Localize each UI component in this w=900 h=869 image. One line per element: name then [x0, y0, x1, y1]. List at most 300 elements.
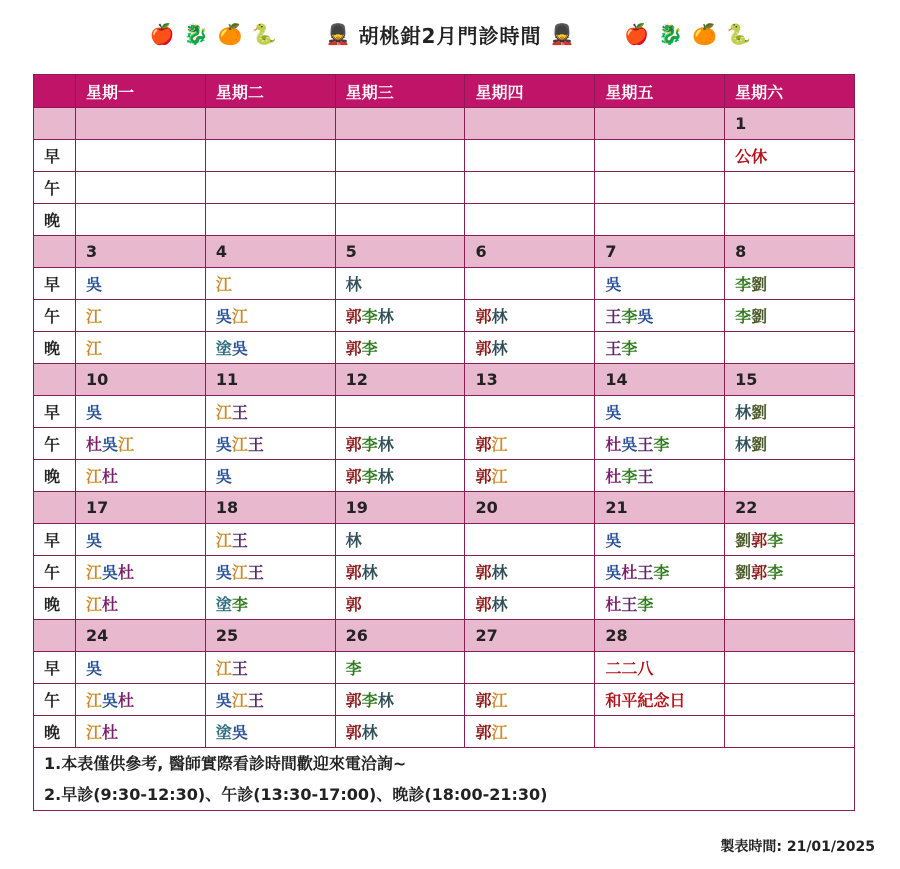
- slot-cell: [465, 460, 595, 492]
- slot-cell: [465, 684, 595, 716]
- period-row: [34, 716, 855, 748]
- period-label: 早: [34, 140, 76, 172]
- date-cell: 17: [76, 492, 206, 524]
- doctor-name: 杜: [102, 595, 119, 614]
- date-cell: 6: [465, 236, 595, 268]
- period-label: 早: [34, 652, 76, 684]
- doctor-list: [735, 403, 767, 422]
- period-label: 晚: [34, 460, 76, 492]
- slot-cell: [205, 652, 335, 684]
- doctor-name: 江: [231, 435, 248, 454]
- doctor-name: 林: [491, 339, 508, 358]
- slot-cell: [205, 172, 335, 204]
- slot-cell: [205, 524, 335, 556]
- doctor-name: 王: [605, 339, 622, 358]
- slot-cell: [205, 140, 335, 172]
- doctor-name: 林: [377, 307, 394, 326]
- slot-cell: [335, 652, 465, 684]
- doctor-list: [605, 339, 637, 358]
- header-day: 星期四: [465, 75, 595, 108]
- slot-cell: [595, 300, 725, 332]
- date-row: [34, 492, 855, 524]
- doctor-name: 吳: [605, 275, 622, 294]
- doctor-name: 郭: [751, 531, 768, 550]
- doctor-list: [346, 659, 362, 678]
- doctor-name: 吳: [86, 531, 103, 550]
- header-day: 星期三: [335, 75, 465, 108]
- slot-cell: [725, 172, 855, 204]
- slot-cell: [335, 396, 465, 428]
- doctor-list: [216, 339, 248, 358]
- date-cell: [335, 108, 465, 140]
- doctor-list: [216, 307, 248, 326]
- doctor-list: [605, 467, 653, 486]
- doctor-list: [86, 531, 102, 550]
- doctor-name: 吳: [215, 563, 232, 582]
- doctor-name: 林: [735, 435, 752, 454]
- doctor-name: 塗: [215, 339, 232, 358]
- slot-cell: [725, 588, 855, 620]
- doctor-list: [346, 691, 394, 710]
- doctor-name: 江: [231, 307, 248, 326]
- doctor-name: 李: [361, 467, 378, 486]
- doctor-name: 劉: [751, 403, 768, 422]
- doctor-name: 王: [637, 563, 654, 582]
- slot-cell: [465, 268, 595, 300]
- doctor-name: 王: [247, 691, 264, 710]
- title: [326, 20, 575, 49]
- slot-cell: [335, 268, 465, 300]
- slot-cell: [465, 396, 595, 428]
- doctor-list: [86, 691, 134, 710]
- header-day: 星期六: [725, 75, 855, 108]
- doctor-name: 塗: [215, 723, 232, 742]
- doctor-name: 江: [491, 435, 508, 454]
- doctor-name: 李: [735, 275, 752, 294]
- doctor-name: 吳: [605, 531, 622, 550]
- dragon-icon: 🐉: [658, 22, 684, 46]
- doctor-name: 林: [345, 275, 362, 294]
- slot-cell: [465, 716, 595, 748]
- doctor-name: 劉: [751, 307, 768, 326]
- slot-cell: [335, 460, 465, 492]
- slot-cell: [335, 140, 465, 172]
- page-title: 胡桃鉗2月門診時間: [358, 23, 542, 48]
- doctor-list: [735, 275, 767, 294]
- doctor-list: [86, 435, 134, 454]
- doctor-name: 杜: [605, 595, 622, 614]
- doctor-list: [86, 563, 134, 582]
- doctor-name: 李: [621, 467, 638, 486]
- period-row: [34, 684, 855, 716]
- doctor-name: 郭: [345, 307, 362, 326]
- date-cell: 14: [595, 364, 725, 396]
- slot-cell: [76, 524, 206, 556]
- doctor-name: 郭: [345, 723, 362, 742]
- doctor-name: 吳: [215, 435, 232, 454]
- doctor-list: [86, 403, 102, 422]
- apple-icon: 🍎: [624, 22, 650, 46]
- doctor-name: 李: [231, 595, 248, 614]
- slot-cell: [205, 204, 335, 236]
- slot-cell: [76, 684, 206, 716]
- doctor-name: 郭: [345, 595, 362, 614]
- schedule-body: [34, 108, 855, 748]
- date-row: [34, 364, 855, 396]
- date-cell: 4: [205, 236, 335, 268]
- doctor-list: [216, 595, 248, 614]
- doctor-list: [216, 275, 232, 294]
- doctor-list: [346, 275, 362, 294]
- note-line: 2.早診(9:30-12:30)、午診(13:30-17:00)、晚診(18:00-21:30): [44, 785, 548, 804]
- slot-cell: [465, 428, 595, 460]
- slot-cell: [335, 684, 465, 716]
- guard-icon: 💂: [325, 22, 351, 46]
- date-cell: 8: [725, 236, 855, 268]
- date-row: [34, 108, 855, 140]
- slot-cell: [595, 172, 725, 204]
- slot-cell: [205, 460, 335, 492]
- doctor-name: 林: [377, 691, 394, 710]
- slot-cell: [595, 460, 725, 492]
- doctor-name: 李: [653, 435, 670, 454]
- slot-cell: [335, 428, 465, 460]
- slot-cell: [76, 332, 206, 364]
- slot-cell: [725, 140, 855, 172]
- slot-cell: [205, 556, 335, 588]
- slot-cell: [725, 204, 855, 236]
- slot-cell: [465, 172, 595, 204]
- date-row: [34, 620, 855, 652]
- period-label: 晚: [34, 716, 76, 748]
- doctor-list: [86, 595, 118, 614]
- slot-cell: [465, 204, 595, 236]
- slot-cell: [725, 684, 855, 716]
- doctor-name: 江: [215, 275, 232, 294]
- slot-cell: [595, 588, 725, 620]
- doctor-list: [216, 659, 248, 678]
- doctor-name: 吳: [86, 659, 103, 678]
- slot-cell: [465, 140, 595, 172]
- doctor-name: 郭: [475, 435, 492, 454]
- doctor-list: [475, 595, 507, 614]
- slot-cell: [205, 332, 335, 364]
- slot-cell: [725, 396, 855, 428]
- doctor-list: [605, 435, 669, 454]
- orange-icon: 🍊: [692, 22, 718, 46]
- slot-cell: [76, 588, 206, 620]
- slot-cell: [205, 684, 335, 716]
- doctor-list: [216, 467, 232, 486]
- doctor-list: [346, 563, 378, 582]
- doctor-name: 江: [491, 467, 508, 486]
- period-label: 午: [34, 684, 76, 716]
- holiday-label: 二二八: [605, 659, 654, 678]
- doctor-name: 吳: [621, 435, 638, 454]
- slot-cell: [205, 588, 335, 620]
- doctor-name: 吳: [102, 691, 119, 710]
- doctor-name: 吳: [215, 467, 232, 486]
- period-row: [34, 140, 855, 172]
- doctor-name: 林: [735, 403, 752, 422]
- period-row: [34, 588, 855, 620]
- period-row: [34, 524, 855, 556]
- doctor-name: 郭: [345, 691, 362, 710]
- date-cell: [76, 108, 206, 140]
- doctor-name: 王: [621, 595, 638, 614]
- doctor-list: [346, 723, 378, 742]
- period-label: 晚: [34, 332, 76, 364]
- doctor-list: [346, 339, 378, 358]
- slot-cell: [465, 652, 595, 684]
- doctor-name: 郭: [475, 563, 492, 582]
- doctor-list: [735, 307, 767, 326]
- doctor-list: [216, 691, 264, 710]
- slot-cell: [725, 460, 855, 492]
- orange-icon: 🍊: [217, 22, 243, 46]
- doctor-name: 王: [605, 307, 622, 326]
- doctor-name: 王: [231, 403, 248, 422]
- doctor-list: [475, 467, 507, 486]
- period-row: [34, 172, 855, 204]
- doctor-list: [216, 435, 264, 454]
- period-row: [34, 268, 855, 300]
- doctor-list: [735, 435, 767, 454]
- doctor-list: [735, 531, 783, 550]
- date-cell: 25: [205, 620, 335, 652]
- slot-cell: [725, 300, 855, 332]
- slot-cell: [335, 300, 465, 332]
- doctor-name: 劉: [751, 275, 768, 294]
- doctor-name: 郭: [475, 339, 492, 358]
- doctor-name: 李: [621, 339, 638, 358]
- doctor-name: 杜: [605, 435, 622, 454]
- doctor-name: 林: [377, 435, 394, 454]
- slot-cell: [595, 556, 725, 588]
- date-cell: [595, 108, 725, 140]
- doctor-name: 劉: [735, 531, 752, 550]
- slot-cell: [595, 204, 725, 236]
- header-corner: [34, 75, 76, 108]
- doctor-name: 吳: [605, 403, 622, 422]
- doctor-name: 江: [86, 595, 103, 614]
- period-label: 午: [34, 428, 76, 460]
- date-row-corner: [34, 108, 76, 140]
- doctor-name: 林: [491, 595, 508, 614]
- slot-cell: [465, 332, 595, 364]
- doctor-name: 郭: [345, 563, 362, 582]
- slot-cell: [465, 556, 595, 588]
- date-cell: 13: [465, 364, 595, 396]
- slot-cell: [76, 300, 206, 332]
- doctor-list: [605, 307, 653, 326]
- doctor-name: 吳: [215, 691, 232, 710]
- doctor-name: 吳: [231, 723, 248, 742]
- doctor-name: 王: [637, 435, 654, 454]
- doctor-name: 江: [86, 563, 103, 582]
- slot-cell: [725, 652, 855, 684]
- date-row-corner: [34, 620, 76, 652]
- date-cell: 18: [205, 492, 335, 524]
- doctor-name: 李: [361, 691, 378, 710]
- doctor-name: 杜: [605, 467, 622, 486]
- date-cell: 11: [205, 364, 335, 396]
- doctor-name: 林: [361, 723, 378, 742]
- doctor-list: [216, 723, 248, 742]
- date-cell: [205, 108, 335, 140]
- doctor-name: 吳: [102, 563, 119, 582]
- doctor-list: [475, 339, 507, 358]
- doctor-name: 郭: [475, 467, 492, 486]
- period-label: 早: [34, 524, 76, 556]
- doctor-name: 李: [361, 307, 378, 326]
- period-label: 午: [34, 300, 76, 332]
- doctor-name: 劉: [751, 435, 768, 454]
- doctor-name: 郭: [475, 307, 492, 326]
- date-cell: 22: [725, 492, 855, 524]
- doctor-list: [475, 691, 507, 710]
- period-row: [34, 428, 855, 460]
- date-cell: [725, 620, 855, 652]
- slot-cell: [335, 556, 465, 588]
- date-cell: 27: [465, 620, 595, 652]
- doctor-list: [346, 531, 362, 550]
- slot-cell: [725, 428, 855, 460]
- doctor-name: 塗: [215, 595, 232, 614]
- doctor-list: [346, 307, 394, 326]
- period-label: 晚: [34, 588, 76, 620]
- slot-cell: [465, 300, 595, 332]
- doctor-list: [475, 435, 507, 454]
- slot-cell: [595, 268, 725, 300]
- period-label: 午: [34, 172, 76, 204]
- doctor-name: 杜: [621, 563, 638, 582]
- doctor-name: 林: [345, 531, 362, 550]
- doctor-name: 江: [491, 691, 508, 710]
- period-row: [34, 652, 855, 684]
- doctor-name: 吳: [231, 339, 248, 358]
- doctor-list: [216, 531, 248, 550]
- doctor-name: 江: [86, 691, 103, 710]
- doctor-name: 江: [118, 435, 135, 454]
- doctor-list: [605, 403, 621, 422]
- doctor-name: 杜: [86, 435, 103, 454]
- date-cell: 1: [725, 108, 855, 140]
- doctor-list: [605, 595, 653, 614]
- slot-cell: [595, 332, 725, 364]
- doctor-name: 杜: [102, 723, 119, 742]
- slot-cell: [595, 652, 725, 684]
- period-label: 午: [34, 556, 76, 588]
- slot-cell: [595, 684, 725, 716]
- slot-cell: [76, 204, 206, 236]
- slot-cell: [725, 524, 855, 556]
- doctor-name: 杜: [118, 691, 135, 710]
- apple-icon: 🍎: [149, 22, 175, 46]
- date-cell: 3: [76, 236, 206, 268]
- doctor-list: [86, 659, 102, 678]
- doctor-name: 吳: [102, 435, 119, 454]
- period-label: 早: [34, 396, 76, 428]
- header-day: 星期五: [595, 75, 725, 108]
- doctor-name: 江: [491, 723, 508, 742]
- doctor-name: 江: [215, 659, 232, 678]
- slot-cell: [335, 332, 465, 364]
- made-time: 製表時間: 21/01/2025: [720, 839, 875, 855]
- doctor-list: [475, 307, 507, 326]
- date-cell: 26: [335, 620, 465, 652]
- date-cell: 10: [76, 364, 206, 396]
- slot-cell: [335, 716, 465, 748]
- slot-cell: [725, 556, 855, 588]
- period-row: [34, 332, 855, 364]
- doctor-name: 李: [621, 307, 638, 326]
- doctor-name: 李: [767, 531, 784, 550]
- slot-cell: [335, 524, 465, 556]
- doctor-name: 劉: [735, 563, 752, 582]
- doctor-name: 江: [215, 403, 232, 422]
- slot-cell: [335, 204, 465, 236]
- doctor-name: 郭: [345, 467, 362, 486]
- slot-cell: [725, 332, 855, 364]
- doctor-name: 郭: [345, 339, 362, 358]
- slot-cell: [205, 268, 335, 300]
- slot-cell: [595, 428, 725, 460]
- slot-cell: [205, 300, 335, 332]
- doctor-name: 吳: [605, 563, 622, 582]
- slot-cell: [725, 716, 855, 748]
- doctor-name: 李: [361, 339, 378, 358]
- slot-cell: [725, 268, 855, 300]
- date-cell: 5: [335, 236, 465, 268]
- doctor-list: [605, 531, 621, 550]
- doctor-name: 王: [231, 531, 248, 550]
- doctor-name: 郭: [475, 723, 492, 742]
- title-bar: [0, 14, 900, 54]
- slot-cell: [205, 428, 335, 460]
- date-row-corner: [34, 236, 76, 268]
- doctor-name: 郭: [345, 435, 362, 454]
- doctor-name: 吳: [215, 307, 232, 326]
- date-cell: 7: [595, 236, 725, 268]
- doctor-list: [86, 467, 118, 486]
- doctor-name: 杜: [102, 467, 119, 486]
- doctor-name: 吳: [86, 275, 103, 294]
- slot-cell: [76, 556, 206, 588]
- slot-cell: [76, 716, 206, 748]
- notes-row: [34, 748, 855, 811]
- period-label: 晚: [34, 204, 76, 236]
- doctor-list: [605, 563, 669, 582]
- doctor-list: [86, 275, 102, 294]
- period-row: [34, 204, 855, 236]
- slot-cell: [76, 268, 206, 300]
- doctor-name: 王: [637, 467, 654, 486]
- doctor-name: 江: [86, 467, 103, 486]
- doctor-name: 王: [247, 435, 264, 454]
- doctor-name: 吳: [637, 307, 654, 326]
- doctor-name: 林: [491, 563, 508, 582]
- period-label: 早: [34, 268, 76, 300]
- doctor-name: 江: [86, 307, 103, 326]
- slot-cell: [76, 396, 206, 428]
- doctor-name: 李: [361, 435, 378, 454]
- period-row: [34, 300, 855, 332]
- notes-cell: [34, 748, 855, 811]
- slot-cell: [595, 140, 725, 172]
- doctor-name: 李: [767, 563, 784, 582]
- date-cell: 28: [595, 620, 725, 652]
